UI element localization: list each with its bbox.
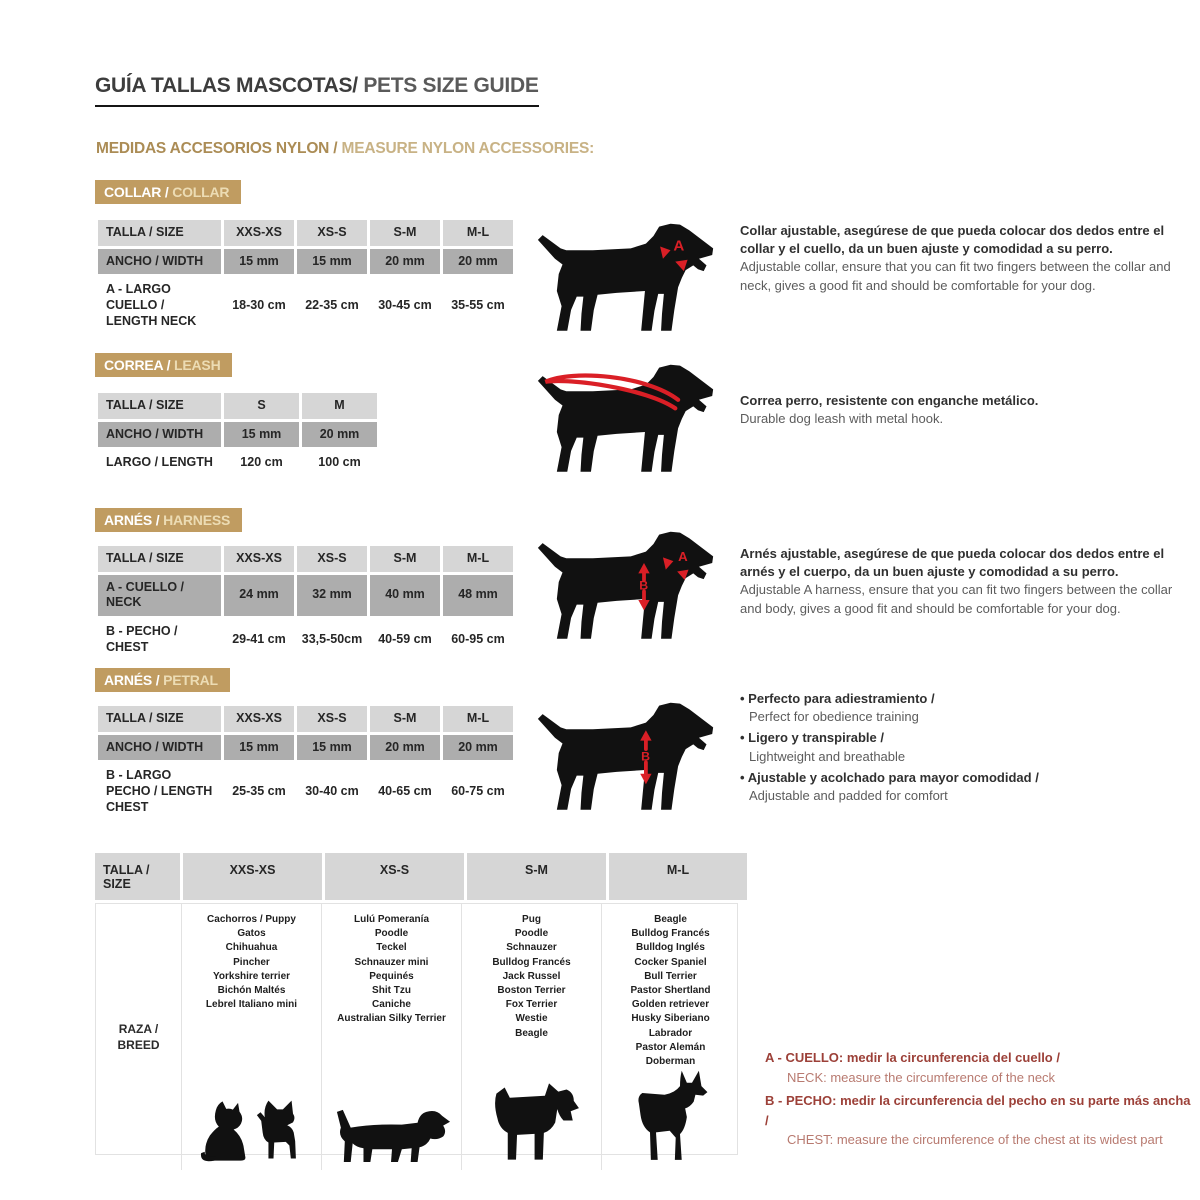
cell: M-L	[443, 546, 513, 572]
cell: 32 mm	[297, 575, 367, 616]
cat-icon	[198, 1097, 250, 1165]
breed-item: Cocker Spaniel	[634, 956, 707, 968]
breed-item: Bulldog Inglés	[636, 942, 705, 954]
breed-item: Schnauzer mini	[354, 956, 429, 968]
doberman-icon	[630, 1069, 712, 1165]
cell: 30-45 cm	[370, 277, 440, 334]
cell: XXS-XS	[183, 853, 322, 900]
table-row	[98, 220, 513, 246]
harness-dog-illustration	[536, 527, 716, 650]
note-a-en: NECK: measure the circumference of the neck	[787, 1069, 1056, 1085]
breed-col-s-m	[461, 904, 601, 1170]
subtitle-es: MEDIDAS ACCESORIOS NYLON /	[96, 140, 342, 157]
breed-table	[95, 853, 738, 1155]
pet-silhouettes	[333, 1106, 451, 1170]
breed-item: Labrador	[648, 1027, 693, 1039]
cell: TALLA / SIZE	[98, 393, 221, 419]
marker-b-label: B	[639, 578, 649, 593]
cell: XS-S	[325, 853, 464, 900]
cell: 22-35 cm	[297, 277, 367, 334]
breed-item: Pug	[522, 914, 541, 925]
breed-item: Yorkshire terrier	[212, 970, 291, 982]
bullet-item	[740, 769, 1180, 805]
bullet-es: • Perfecto para adiestramiento /	[740, 690, 1180, 708]
cell: ANCHO / WIDTH	[98, 422, 221, 448]
leash-badge	[95, 353, 232, 377]
breed-item: Jack Russel	[502, 970, 561, 982]
harness-desc-es: Arnés ajustable, asegúrese de que pueda colocar dos dedos entre el arnés y el cuerpo, da un buen ajuste y comodidad a su perro.	[740, 546, 1165, 580]
breed-table-header	[95, 853, 738, 900]
breed-list	[492, 913, 570, 1041]
cell: TALLA / SIZE	[98, 220, 221, 246]
bullet-es: • Ligero y transpirable /	[740, 729, 1180, 747]
breed-item: Cachorros / Puppy	[207, 914, 296, 925]
petral-description	[740, 690, 1180, 808]
cell: M-L	[443, 706, 513, 732]
cell: 48 mm	[443, 575, 513, 616]
table-row	[98, 546, 513, 572]
cell: 20 mm	[370, 735, 440, 761]
table-row	[98, 575, 513, 616]
marker-b-label: B	[641, 749, 651, 764]
breed-item: Fox Terrier	[505, 999, 558, 1011]
leash-desc-en: Durable dog leash with metal hook.	[740, 411, 944, 427]
cell: 35-55 cm	[443, 277, 513, 334]
cell: ANCHO / WIDTH	[98, 249, 221, 275]
cell: S-M	[370, 706, 440, 732]
breed-item: Doberman	[645, 1055, 696, 1067]
bullet-es: • Ajustable y acolchado para mayor comodidad /	[740, 769, 1180, 787]
harness-table	[95, 543, 516, 663]
breed-item: Pincher	[233, 956, 270, 968]
petral-table	[95, 703, 516, 823]
cell: 15 mm	[224, 249, 294, 275]
dog-collar-icon	[536, 219, 716, 342]
cell: 40-59 cm	[370, 619, 440, 660]
leash-description	[740, 392, 1174, 428]
breed-item: Pequinés	[369, 970, 414, 982]
collar-badge-en: COLLAR	[172, 184, 230, 200]
cell: M	[302, 393, 377, 419]
leash-badge-en: LEASH	[174, 357, 221, 373]
table-row	[98, 422, 377, 448]
breed-list	[206, 913, 297, 1012]
collar-badge	[95, 180, 241, 204]
petral-badge-es: ARNÉS /	[104, 672, 164, 688]
cell: S-M	[467, 853, 606, 900]
cell: 100 cm	[302, 450, 377, 476]
breed-item: Teckel	[376, 942, 407, 954]
harness-badge-es: ARNÉS /	[104, 512, 164, 528]
breed-item: Poodle	[374, 928, 409, 940]
note-b-es: B - PECHO: medir la circunferencia del pecho en su parte más ancha /	[765, 1093, 1191, 1128]
breed-label: BREED	[117, 1038, 160, 1053]
breed-item: Shit Tzu	[372, 984, 411, 996]
table-row	[98, 763, 513, 820]
breed-item: Gatos	[237, 928, 266, 940]
cell: 29-41 cm	[224, 619, 294, 660]
cell: 60-75 cm	[443, 763, 513, 820]
breed-item: Lebrel Italiano mini	[205, 999, 298, 1011]
note-b-en: CHEST: measure the circumference of the chest at its widest part	[787, 1132, 1163, 1147]
schnauzer-icon	[483, 1077, 581, 1165]
page-title-es: GUÍA TALLAS MASCOTAS/	[95, 74, 358, 97]
breed-item: Bull Terrier	[644, 970, 697, 982]
table-row	[98, 450, 377, 476]
dog-harness-icon	[536, 527, 716, 650]
table-row	[98, 249, 513, 275]
collar-table	[95, 217, 516, 337]
cell: TALLA / SIZE	[98, 706, 221, 732]
cell: 15 mm	[224, 422, 299, 448]
cell: 18-30 cm	[224, 277, 294, 334]
breed-table-body	[95, 903, 738, 1155]
breed-item: Chihuahua	[225, 942, 278, 954]
cell: XXS-XS	[224, 706, 294, 732]
table-row	[98, 277, 513, 334]
table-row	[98, 619, 513, 660]
cell: 20 mm	[443, 249, 513, 275]
dachshund-icon	[333, 1106, 451, 1165]
subtitle-en: MEASURE NYLON ACCESSORIES:	[341, 140, 595, 157]
leash-badge-es: CORREA /	[104, 357, 175, 373]
cell: 25-35 cm	[224, 763, 294, 820]
cell: TALLA / SIZE	[98, 546, 221, 572]
collar-desc-es: Collar ajustable, asegúrese de que pueda colocar dos dedos entre el collar y el cuello, da un buen ajuste y comodidad a su perro.	[740, 223, 1165, 257]
cell: XS-S	[297, 546, 367, 572]
breed-item: Boston Terrier	[497, 984, 566, 996]
pet-silhouettes	[483, 1077, 581, 1170]
marker-a-label: A	[673, 237, 685, 255]
pet-silhouettes	[630, 1069, 712, 1170]
cell: 20 mm	[370, 249, 440, 275]
harness-desc-en: Adjustable A harness, ensure that you can fit two fingers between the collar and body, gives a good fit and should be comfortable for your dog.	[740, 582, 1173, 616]
breed-item: Westie	[515, 1013, 548, 1025]
bullet-en: Perfect for obedience training	[749, 709, 919, 725]
marker-a-label: A	[678, 549, 688, 565]
cell: 30-40 cm	[297, 763, 367, 820]
chihuahua-icon	[254, 1097, 306, 1165]
collar-description	[740, 222, 1174, 295]
harness-badge	[95, 508, 242, 532]
breed-item: Pastor Shertland	[630, 984, 711, 996]
petral-dog-illustration	[536, 698, 716, 821]
raza-label: RAZA /	[118, 1021, 159, 1036]
cell: ANCHO / WIDTH	[98, 735, 221, 761]
leash-dog-illustration	[536, 360, 716, 483]
breed-item: Husky Siberiano	[631, 1013, 710, 1025]
page-title	[95, 74, 539, 107]
cell: B - PECHO / CHEST	[98, 619, 221, 660]
collar-dog-illustration	[536, 219, 716, 342]
breed-item: Beagle	[654, 914, 687, 925]
cell: M-L	[609, 853, 747, 900]
petral-badge-en: PETRAL	[163, 672, 218, 688]
cell: 40-65 cm	[370, 763, 440, 820]
note-a-es: A - CUELLO: medir la circunferencia del cuello /	[765, 1050, 1060, 1065]
bullet-en: Adjustable and padded for comfort	[749, 787, 948, 803]
collar-badge-es: COLLAR /	[104, 184, 173, 200]
cell: A - LARGO CUELLO / LENGTH NECK	[98, 277, 221, 334]
cell: XXS-XS	[224, 546, 294, 572]
cell: LARGO / LENGTH	[98, 450, 221, 476]
cell: S	[224, 393, 299, 419]
page-subtitle	[96, 140, 594, 158]
pet-silhouettes	[198, 1097, 306, 1170]
breed-item: Caniche	[372, 999, 411, 1011]
breed-item: Pastor Alemán	[635, 1041, 706, 1053]
table-row	[98, 393, 377, 419]
breed-list	[337, 913, 446, 1027]
breed-item: Lulú Pomeranía	[353, 914, 429, 925]
cell: XS-S	[297, 220, 367, 246]
cell: 15 mm	[297, 735, 367, 761]
cell: 24 mm	[224, 575, 294, 616]
breed-item: Australian Silky Terrier	[337, 1013, 446, 1025]
cell: 60-95 cm	[443, 619, 513, 660]
cell: 40 mm	[370, 575, 440, 616]
cell: XXS-XS	[224, 220, 294, 246]
cell: S-M	[370, 546, 440, 572]
breed-item: Bulldog Francés	[631, 928, 710, 940]
leash-table	[95, 390, 380, 479]
harness-description	[740, 545, 1174, 618]
page-title-en: PETS SIZE GUIDE	[357, 74, 539, 97]
dog-leash-icon	[536, 360, 716, 483]
breed-col-xxs-xs	[181, 904, 321, 1170]
cell: 120 cm	[224, 450, 299, 476]
table-row	[98, 706, 513, 732]
harness-badge-en: HARNESS	[163, 512, 231, 528]
breed-item: Schnauzer	[506, 942, 557, 954]
bullet-en: Lightweight and breathable	[749, 748, 906, 764]
cell: B - LARGO PECHO / LENGTH CHEST	[98, 763, 221, 820]
measurement-notes	[765, 1048, 1195, 1154]
dog-petral-icon	[536, 698, 716, 821]
cell: M-L	[443, 220, 513, 246]
cell: XS-S	[297, 706, 367, 732]
breed-item: Golden retriever	[631, 999, 710, 1011]
cell: 20 mm	[302, 422, 377, 448]
bullet-item	[740, 690, 1180, 726]
breed-item: Beagle	[515, 1027, 548, 1039]
bullet-item	[740, 729, 1180, 765]
breed-col-xs-s	[321, 904, 461, 1170]
breed-item: Bichón Maltés	[217, 984, 286, 996]
table-row	[98, 735, 513, 761]
petral-badge	[95, 668, 230, 692]
cell: TALLA / SIZE	[95, 853, 180, 900]
cell: 15 mm	[297, 249, 367, 275]
breed-item: Poodle	[514, 928, 549, 940]
leash-desc-es: Correa perro, resistente con enganche metálico.	[740, 393, 1039, 408]
cell: A - CUELLO / NECK	[98, 575, 221, 616]
breed-list	[630, 913, 710, 1069]
collar-desc-en: Adjustable collar, ensure that you can fit two fingers between the collar and neck, gives a good fit and should be comfortable for your dog.	[740, 259, 1171, 293]
breed-row-label	[96, 904, 181, 1170]
cell: S-M	[370, 220, 440, 246]
cell: 20 mm	[443, 735, 513, 761]
breed-col-m-l	[601, 904, 739, 1170]
breed-item: Bulldog Francés	[492, 956, 571, 968]
cell: 15 mm	[224, 735, 294, 761]
cell: 33,5-50cm	[297, 619, 367, 660]
